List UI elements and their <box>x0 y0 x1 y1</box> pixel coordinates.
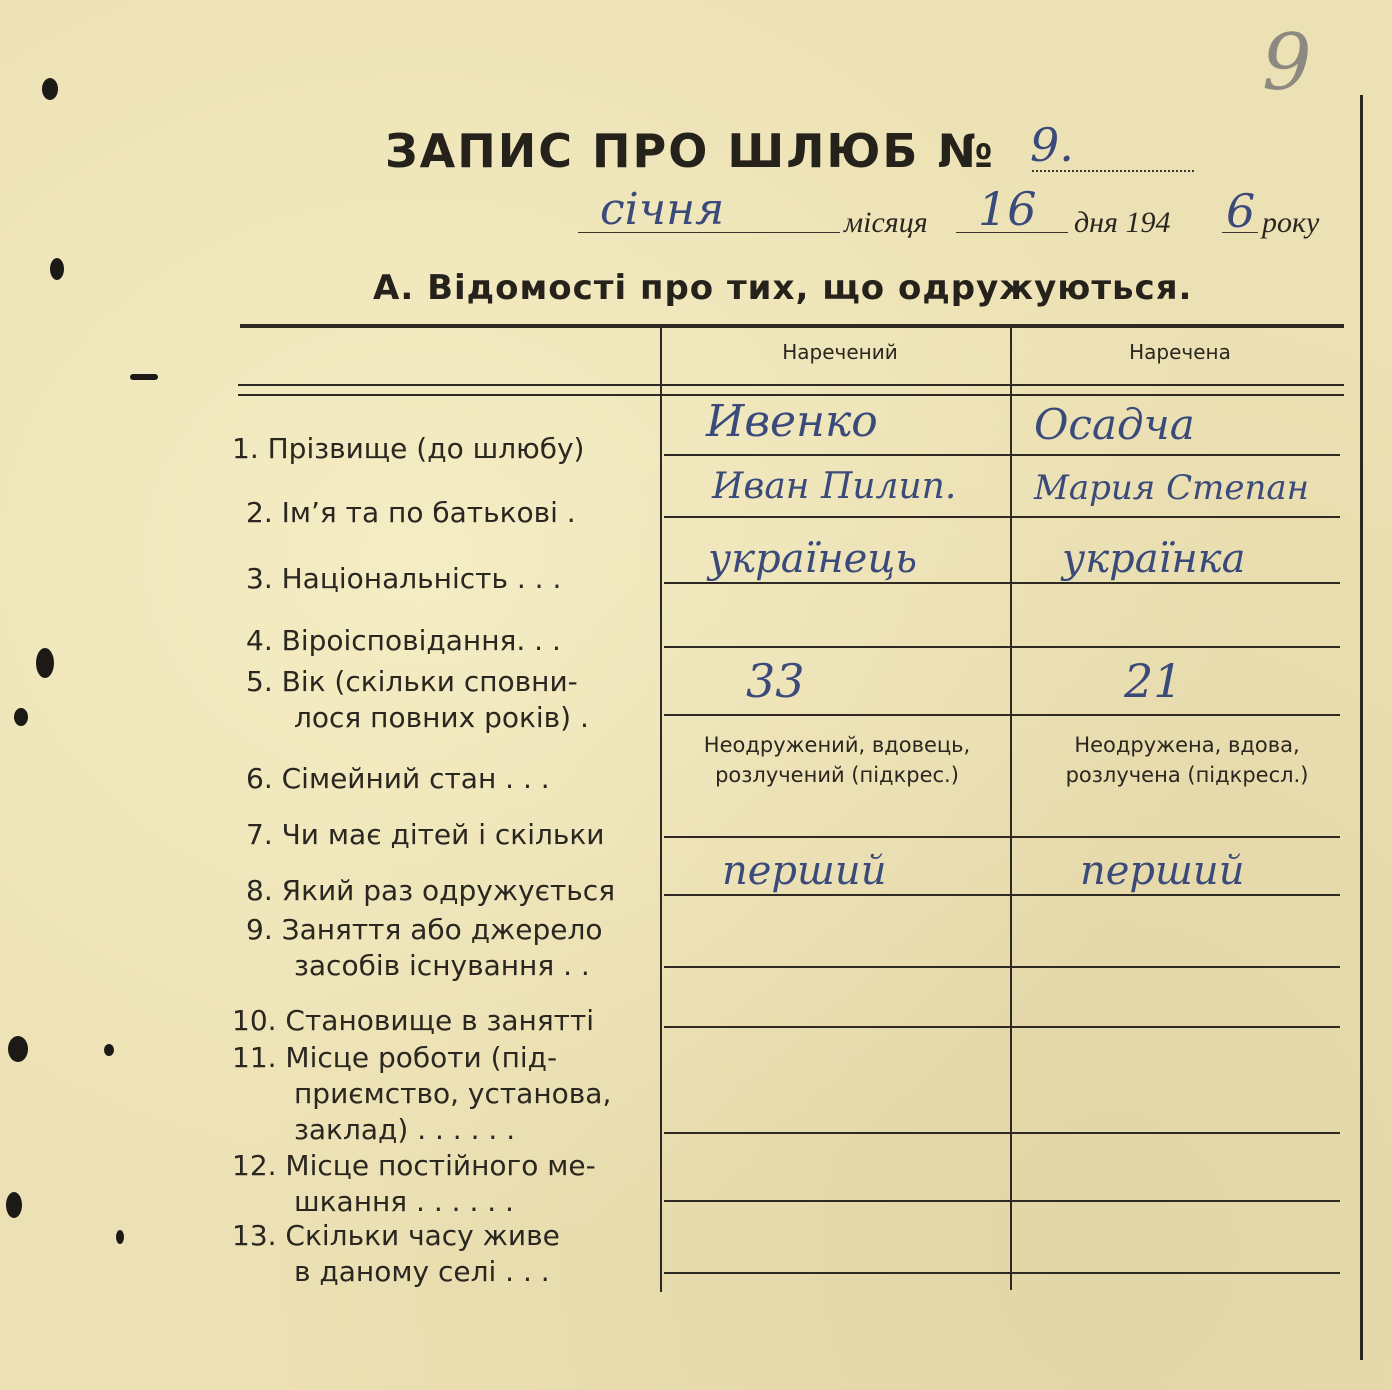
row-label-text: 1. Прізвище (до шлюбу) <box>232 432 585 465</box>
bride-age: 21 <box>1124 654 1183 708</box>
row-rule <box>664 714 1340 716</box>
row-label-text: 8. Який раз одружується <box>246 874 616 907</box>
row-label-text: лося повних років) . <box>294 701 589 734</box>
row-label-text: 2. Ім’я та по батькові . <box>246 496 576 529</box>
row-label-nationality <box>246 562 561 595</box>
row-label-religion <box>246 624 561 657</box>
row-label-name <box>246 496 576 529</box>
row-rule <box>664 1132 1340 1134</box>
row-label-text: 12. Місце постійного ме- <box>232 1149 596 1182</box>
day-line <box>956 232 1068 233</box>
corner-number: 9 <box>1262 18 1312 108</box>
row-label-text: 7. Чи має дітей і скільки <box>246 818 605 851</box>
row-rule <box>664 1272 1340 1274</box>
punch-hole <box>130 374 158 380</box>
groom-marital-options <box>664 730 1010 790</box>
option-text: Неодружений, вдовець, <box>703 733 971 757</box>
header-bottom-border <box>238 384 1344 386</box>
page-edge <box>1360 95 1363 1360</box>
day-label: дня 194 <box>1074 206 1171 239</box>
row-label-marriage-count <box>246 874 615 907</box>
row-rule <box>664 582 1340 584</box>
groom-marriage-count: перший <box>722 848 887 894</box>
row-label-text: приємство, установа, <box>294 1077 612 1110</box>
column-header-bride: Наречена <box>1129 340 1231 364</box>
punch-hole <box>50 258 64 280</box>
row-label-text: 11. Місце роботи (під- <box>232 1041 558 1074</box>
month-label: місяця <box>844 206 928 239</box>
option-text: розлучений (підкрес.) <box>715 763 959 787</box>
punch-hole <box>6 1192 22 1218</box>
column-header-groom: Наречений <box>782 340 898 364</box>
row-rule <box>664 454 1340 456</box>
row-label-text: заклад) . . . . . . <box>294 1113 516 1146</box>
row-label-text: засобів існування . . <box>294 949 590 982</box>
record-number-line <box>1032 170 1194 172</box>
record-number: 9. <box>1030 118 1074 172</box>
row-label-position <box>232 1004 594 1037</box>
groom-age: 33 <box>746 654 805 708</box>
punch-hole <box>8 1036 28 1062</box>
table-top-border <box>240 324 1344 328</box>
row-label-children <box>246 818 605 851</box>
row-label-text: шкання . . . . . . <box>294 1185 514 1218</box>
row-label-age <box>246 664 589 736</box>
page-title <box>385 124 995 178</box>
month-line <box>578 232 840 233</box>
row-label-text: 10. Становище в занятті <box>232 1004 595 1037</box>
title-text: ЗАПИС ПРО ШЛЮБ № <box>385 124 995 178</box>
section-a-heading: А. Відомості про тих, що одружуються. <box>373 268 1193 308</box>
punch-hole <box>104 1044 114 1056</box>
year-digit: 6 <box>1226 184 1256 238</box>
bride-name: Мария Степан <box>1034 468 1310 508</box>
option-text: розлучена (підкресл.) <box>1065 763 1309 787</box>
punch-hole <box>42 78 58 100</box>
row-rule <box>664 646 1340 648</box>
bride-surname: Осадча <box>1034 400 1195 449</box>
row-label-text: 6. Сімейний стан . . . <box>246 762 550 795</box>
groom-surname: Ивенко <box>706 396 878 447</box>
punch-hole <box>116 1230 124 1244</box>
month-value: січня <box>600 184 725 235</box>
row-rule <box>664 1026 1340 1028</box>
row-rule <box>664 966 1340 968</box>
groom-nationality: українець <box>708 536 918 582</box>
punch-hole <box>14 708 28 726</box>
day-value: 16 <box>978 182 1037 236</box>
row-rule <box>664 836 1340 838</box>
row-label-workplace <box>232 1040 611 1148</box>
punch-hole <box>36 648 54 678</box>
groom-name: Иван Пилип. <box>712 466 957 507</box>
row-label-surname <box>232 432 584 465</box>
row-label-text: 3. Національність . . . <box>246 562 562 595</box>
column-divider-mid <box>1010 324 1012 1290</box>
row-rule <box>664 1200 1340 1202</box>
row-label-marital <box>246 762 550 795</box>
row-rule <box>664 894 1340 896</box>
row-rule <box>664 516 1340 518</box>
row-label-text: 4. Віроісповідання. . . <box>246 624 561 657</box>
row-label-text: в даному селі . . . <box>294 1255 550 1288</box>
option-text: Неодружена, вдова, <box>1074 733 1300 757</box>
row-label-residence-duration <box>232 1218 560 1290</box>
row-label-residence <box>232 1148 596 1220</box>
row-label-text: 5. Вік (скільки сповни- <box>246 665 578 698</box>
row-label-text: 9. Заняття або джерело <box>246 913 603 946</box>
row-label-text: 13. Скільки часу живе <box>232 1219 560 1252</box>
bride-marriage-count: перший <box>1080 848 1245 894</box>
year-label: року <box>1262 206 1320 239</box>
bride-marital-options <box>1014 730 1360 790</box>
bride-nationality: українка <box>1062 536 1246 582</box>
column-divider-left <box>660 324 662 1292</box>
row-label-occupation <box>246 912 603 984</box>
year-line <box>1222 232 1258 233</box>
